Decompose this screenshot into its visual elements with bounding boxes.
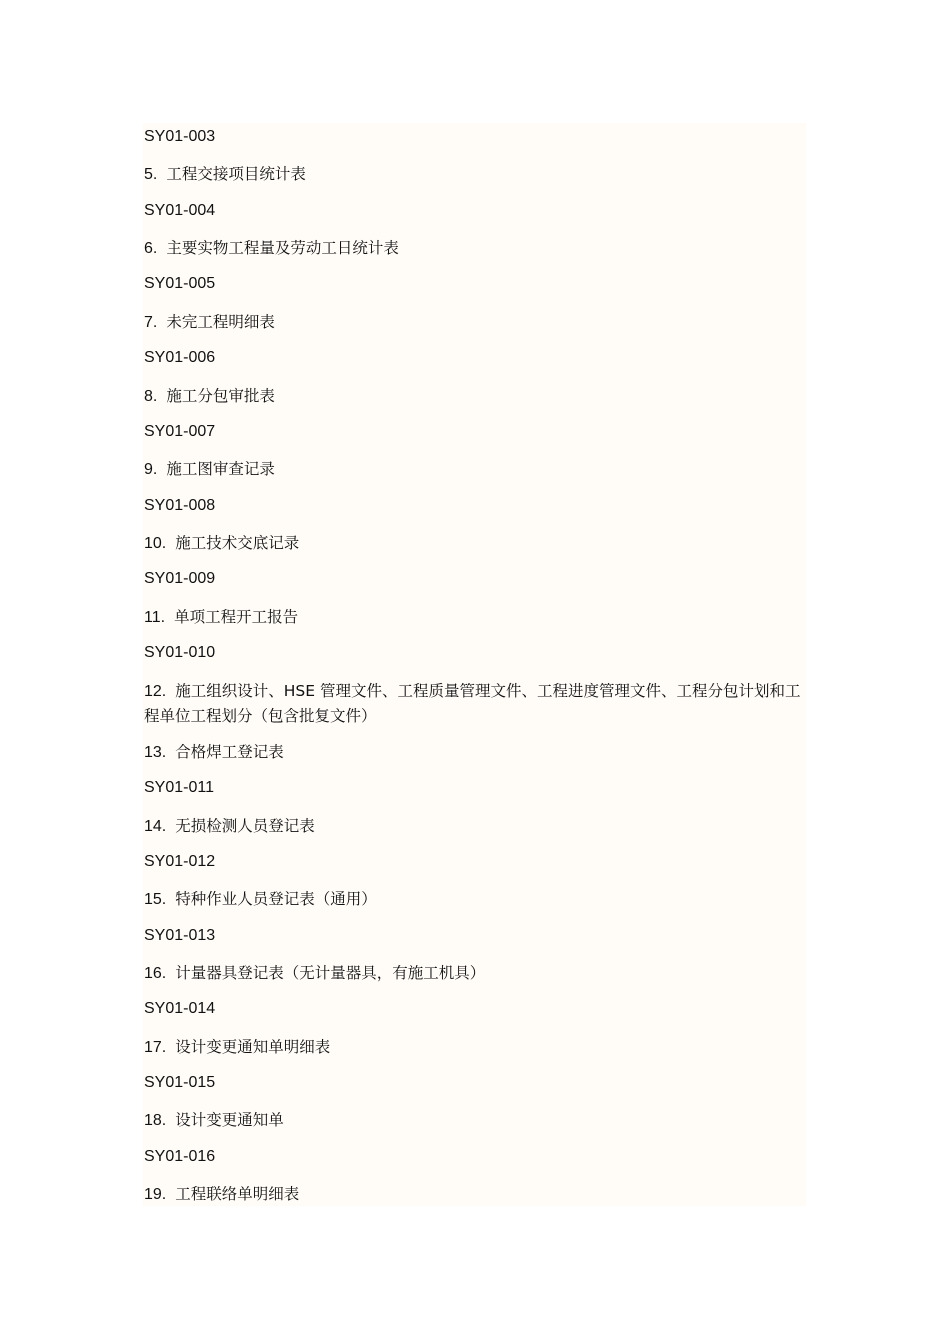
list-item (144, 814, 804, 839)
code-line: SY01-010 (144, 644, 216, 661)
list-item (144, 384, 804, 409)
item-number: 18. (144, 1112, 167, 1129)
item-number: 16. (144, 965, 167, 982)
code-line: SY01-016 (144, 1148, 216, 1165)
list-item (144, 605, 804, 630)
list-item (144, 887, 804, 912)
item-title: 施工分包审批表 (166, 387, 275, 405)
item-title: 单项工程开工报告 (174, 608, 299, 626)
item-title: 无损检测人员登记表 (175, 817, 315, 835)
code-line: SY01-014 (144, 1000, 216, 1017)
code-line: SY01-005 (144, 275, 216, 292)
item-title: 施工技术交底记录 (175, 534, 300, 552)
item-title: 工程联络单明细表 (175, 1185, 300, 1203)
item-number: 8. (144, 388, 158, 405)
code-line: SY01-015 (144, 1074, 216, 1091)
item-number: 11. (144, 609, 166, 626)
item-title: 施工组织设计、HSE 管理文件、工程质量管理文件、工程进度管理文件、工程分包计划和工程单位工程划分（包含批复文件） (144, 682, 801, 725)
code-line: SY01-006 (144, 349, 216, 366)
item-title: 设计变更通知单 (175, 1111, 284, 1129)
item-title: 计量器具登记表（无计量器具，有施工机具） (175, 964, 486, 982)
list-item (144, 961, 804, 986)
code-line: SY01-013 (144, 927, 216, 944)
code-line: SY01-004 (144, 202, 216, 219)
list-item (144, 1035, 804, 1060)
code-line: SY01-008 (144, 497, 216, 514)
item-number: 15. (144, 891, 167, 908)
code-line: SY01-007 (144, 423, 216, 440)
list-item (144, 457, 804, 482)
code-line: SY01-011 (144, 779, 214, 796)
list-item (144, 740, 804, 765)
list-item (144, 236, 804, 261)
item-number: 6. (144, 240, 158, 257)
item-title: 主要实物工程量及劳动工日统计表 (166, 239, 399, 257)
code-line: SY01-009 (144, 570, 216, 587)
item-number: 13. (144, 744, 167, 761)
item-number: 10. (144, 535, 167, 552)
item-title: 未完工程明细表 (166, 313, 275, 331)
code-line: SY01-003 (144, 128, 216, 145)
item-title: 设计变更通知单明细表 (175, 1038, 331, 1056)
item-title: 特种作业人员登记表（通用） (175, 890, 377, 908)
item-title: 施工图审查记录 (166, 460, 275, 478)
item-number: 14. (144, 818, 167, 835)
item-number: 19. (144, 1186, 167, 1203)
item-number: 9. (144, 461, 158, 478)
item-title: 合格焊工登记表 (175, 743, 284, 761)
code-line: SY01-012 (144, 853, 216, 870)
list-item (144, 679, 804, 728)
list-item (144, 310, 804, 335)
item-title: 工程交接项目统计表 (166, 165, 306, 183)
list-item (144, 1182, 804, 1207)
list-item (144, 531, 804, 556)
item-number: 7. (144, 314, 158, 331)
document-list (143, 123, 806, 1206)
list-item (144, 162, 804, 187)
item-number: 12. (144, 683, 167, 700)
item-number: 17. (144, 1039, 167, 1056)
item-number: 5. (144, 166, 158, 183)
list-item (144, 1108, 804, 1133)
